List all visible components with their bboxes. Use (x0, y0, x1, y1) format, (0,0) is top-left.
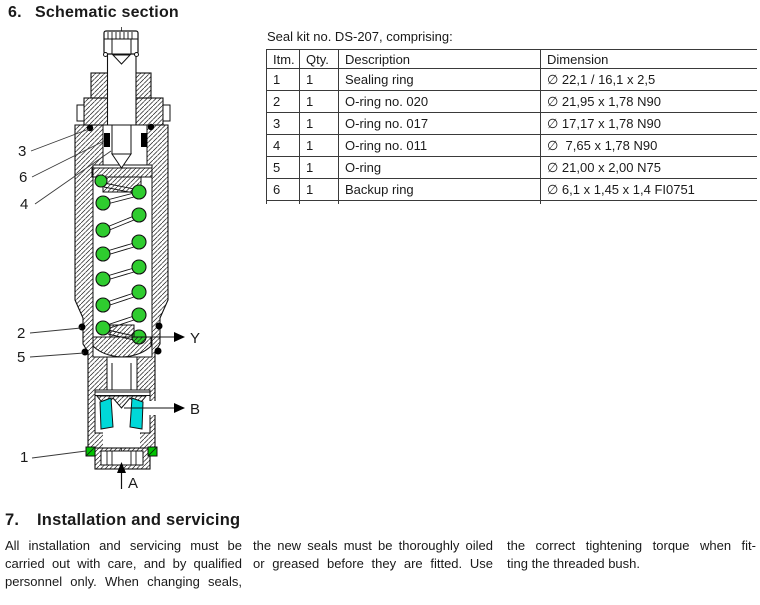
label-item2: 2 (17, 325, 26, 342)
text-line: All installation and servicing must be (5, 538, 242, 553)
section6-title: Schematic section (35, 4, 179, 21)
cell-itm: 4 (267, 135, 300, 157)
section7-title: Installation and servicing (37, 511, 241, 529)
label-port-A: A (128, 475, 139, 492)
label-item4: 4 (20, 196, 29, 213)
label-item5: 5 (17, 349, 26, 366)
label-item6: 6 (19, 169, 28, 186)
section6-heading (8, 4, 179, 22)
section7-number: 7. (5, 511, 20, 529)
seal-kit-table (266, 49, 757, 204)
text-line: personnel only. When changing seals, (5, 574, 242, 589)
cell-itm: 1 (267, 69, 300, 91)
oring-020-right (148, 124, 154, 130)
body-text-column-3 (507, 537, 756, 573)
text-line: ting the threaded bush. (507, 556, 640, 571)
cell-dimension: ∅ 21,95 x 1,78 N90 (541, 91, 757, 113)
cell-itm: 6 (267, 179, 300, 201)
oring-2-left (79, 324, 86, 331)
cell-description: Backup ring (339, 179, 541, 201)
cell-qty: 1 (300, 157, 339, 179)
oring-5-left (82, 349, 89, 356)
col-header-description: Description (339, 50, 541, 69)
cell-qty: 1 (300, 91, 339, 113)
body-side-tab-right (163, 105, 170, 121)
table-row (267, 135, 757, 157)
table-row (267, 157, 757, 179)
section6-number: 6. (8, 4, 22, 21)
cell-itm: 3 (267, 113, 300, 135)
valve-schematic-drawing (0, 25, 250, 505)
text-line: or greased before they are fitted. Use (253, 556, 493, 571)
label-item3: 3 (18, 143, 27, 160)
text-line: the correct tightening torque when fit- (507, 538, 756, 553)
cell-description: O-ring no. 020 (339, 91, 541, 113)
body-text-column-2 (253, 537, 493, 573)
col-header-itm: Itm. (267, 50, 300, 69)
cell-description: Sealing ring (339, 69, 541, 91)
cell-description: O-ring no. 017 (339, 113, 541, 135)
table-row (267, 113, 757, 135)
cell-dimension: ∅ 22,1 / 16,1 x 2,5 (541, 69, 757, 91)
cell-itm: 5 (267, 157, 300, 179)
oring-2-right (156, 323, 163, 330)
body-side-tab-left (77, 105, 84, 121)
cell-dimension: ∅ 7,65 x 1,78 N90 (541, 135, 757, 157)
cell-qty: 1 (300, 69, 339, 91)
cell-itm: 2 (267, 91, 300, 113)
cell-description: O-ring no. 011 (339, 135, 541, 157)
oring-020-left (87, 125, 93, 131)
label-port-Y: Y (190, 330, 201, 347)
table-stub-row (267, 201, 757, 205)
col-header-dimension: Dimension (541, 50, 757, 69)
cell-dimension: ∅ 21,00 x 2,00 N75 (541, 157, 757, 179)
table-header-row (267, 50, 757, 69)
table-row (267, 91, 757, 113)
cell-dimension: ∅ 17,17 x 1,78 N90 (541, 113, 757, 135)
section7-heading (5, 511, 240, 530)
table-row (267, 179, 757, 201)
text-line: the new seals must be thoroughly oiled (253, 538, 493, 553)
seal-kit-section (266, 29, 758, 204)
cell-dimension: ∅ 6,1 x 1,45 x 1,4 FI0751 (541, 179, 757, 201)
table-row (267, 69, 757, 91)
cell-qty: 1 (300, 135, 339, 157)
body-text-column-1 (5, 537, 242, 591)
oring-5-right (155, 348, 162, 355)
col-header-qty: Qty. (300, 50, 339, 69)
label-port-B: B (190, 401, 201, 418)
seal-kit-caption: Seal kit no. DS-207, comprising: (267, 29, 453, 44)
cell-qty: 1 (300, 179, 339, 201)
text-line: carried out with care, and by qualified (5, 556, 242, 571)
label-item1: 1 (20, 449, 29, 466)
cell-description: O-ring (339, 157, 541, 179)
cell-qty: 1 (300, 113, 339, 135)
